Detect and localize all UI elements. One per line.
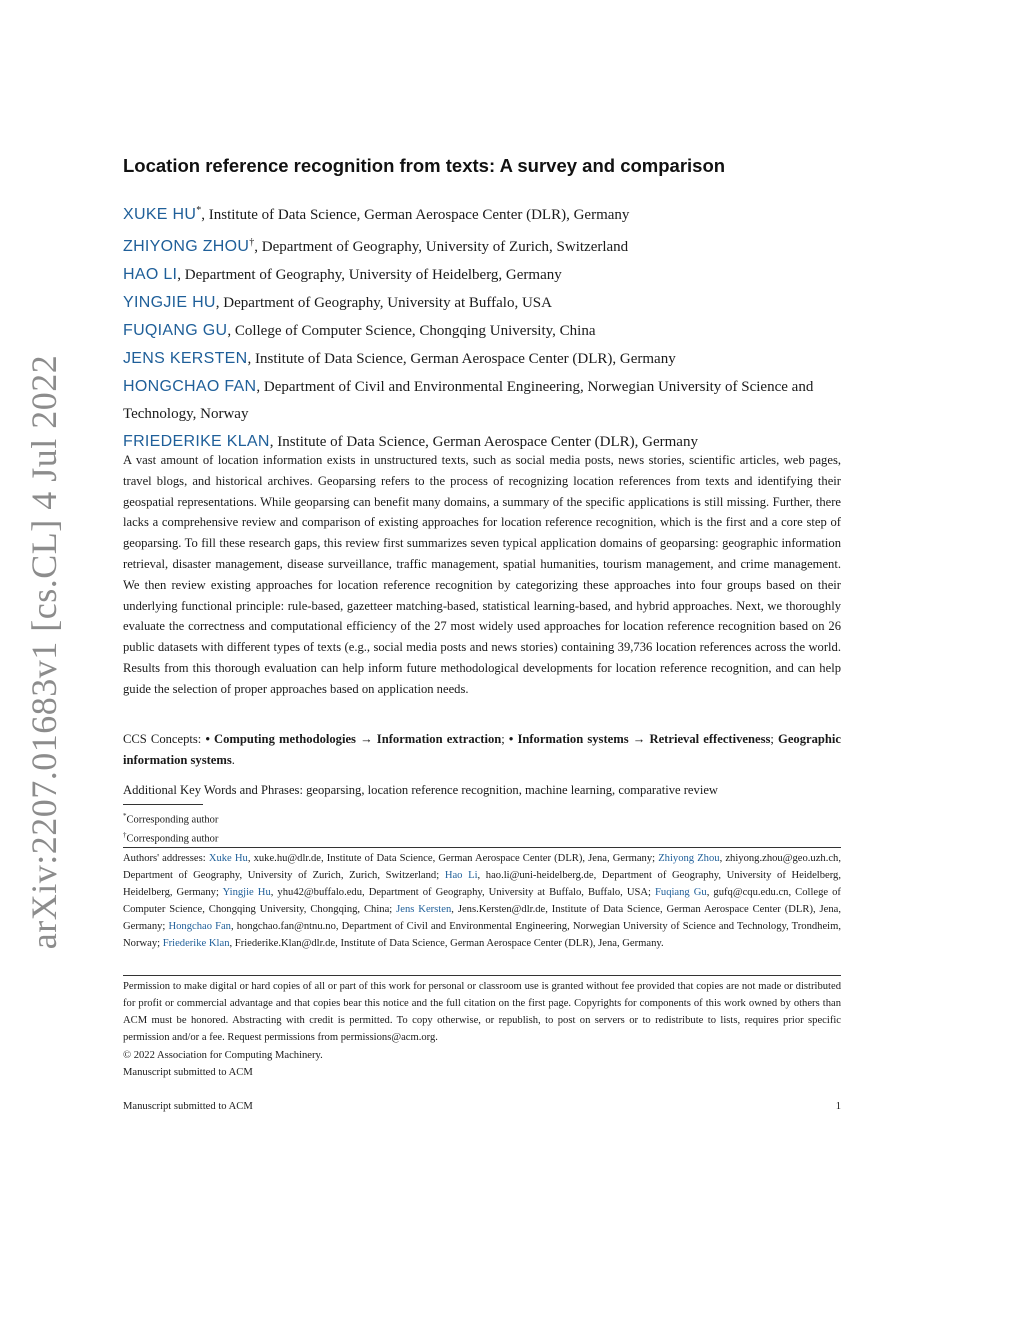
author-name[interactable]: XUKE HU [123,206,197,223]
address-text: Authors' addresses: [123,853,209,864]
author-affiliation: , Department of Geography, University at Buffalo, USA [215,295,552,311]
author-link[interactable]: Friederike Klan [162,937,230,949]
author-affiliation: , College of Computer Science, Chongqing University, China [227,323,596,339]
footer-venue: Manuscript submitted to ACM [123,1101,253,1112]
page-number: 1 [835,1101,841,1112]
author-link[interactable]: Zhiyong Zhou [658,853,720,864]
author-affiliation: , Institute of Data Science, German Aerospace Center (DLR), Germany [247,351,676,367]
author-name[interactable]: ZHIYONG ZHOU [123,238,250,255]
footnote-mark: † [123,830,127,839]
author-affiliation: , Department of Geography, University of Zurich, Switzerland [254,239,629,255]
author-link[interactable]: Hao Li [444,869,478,881]
author-name[interactable]: YINGJIE HU [123,294,216,311]
copyright-notice: © 2022 Association for Computing Machinery. [123,1050,323,1061]
author-name[interactable]: FUQIANG GU [123,322,228,339]
author-affiliation: , Department of Civil and Environmental Engineering, Norwegian University of Science and Technology, Norway [123,379,814,422]
footnote [123,809,218,828]
address-text: , gufq@cqu.edu.cn, College of Computer Science, Chongqing University, Chongqing, China; [123,886,841,915]
author-affiliation: , Institute of Data Science, German Aerospace Center (DLR), Germany [269,434,698,450]
footnote-mark: * [123,812,127,820]
ccs-item: • Information systems → Retrieval effectiveness [508,732,771,746]
author-entry [123,345,841,373]
author-list [123,197,841,456]
author-entry [123,261,841,289]
author-name[interactable]: JENS KERSTEN [123,350,248,367]
author-entry [123,197,841,229]
arxiv-stamp [16,354,72,950]
author-link[interactable]: Xuke Hu [208,853,248,864]
author-link[interactable]: Yingjie Hu [222,886,271,898]
address-text: , hao.li@uni-heidelberg.de, Department of Geography, University of Heidelberg, Heidelberg, Germany; [123,869,841,898]
footnote-text: Corresponding author [126,833,219,844]
ccs-separator: ; [501,732,509,746]
authors-addresses [123,851,841,952]
address-text: , zhiyong.zhou@geo.uzh.ch, Department of Geography, University of Zurich, Zurich, Switzerland; [123,853,841,881]
author-entry [123,289,841,317]
author-name[interactable]: HAO LI [123,266,178,283]
author-link[interactable]: Jens Kersten [396,903,452,915]
author-name[interactable]: FRIEDERIKE KLAN [123,433,270,450]
footnote-divider [123,804,203,805]
address-text: , hongchao.fan@ntnu.no, Department of Civil and Environmental Engineering, Norwegian University of Science and Technology, Trondheim, Norway; [123,920,841,949]
author-link[interactable]: Hongchao Fan [168,920,231,932]
ccs-concepts [123,729,841,770]
manuscript-note: Manuscript submitted to ACM [123,1067,253,1078]
arxiv-id: arXiv:2207.01683v1 [cs.CL] 4 Jul 2022 [24,354,65,950]
author-link[interactable]: Fuqiang Gu [655,886,707,898]
author-affiliation: , Institute of Data Science, German Aerospace Center (DLR), Germany [201,207,630,223]
footnotes [123,809,218,846]
footnote-text: Corresponding author [126,814,219,826]
author-mark: † [249,237,255,248]
address-text: , Friederike.Klan@dlr.de, Institute of Data Science, German Aerospace Center (DLR), Jena, Germany. [229,937,664,949]
ccs-end: . [231,752,235,767]
author-mark: * [196,205,202,216]
author-affiliation: , Department of Geography, University of Heidelberg, Germany [177,267,562,283]
paper-title: Location reference recognition from texts: A survey and comparison [123,155,726,176]
keywords: Additional Key Words and Phrases: geoparsing, location reference recognition, machine learning, comparative review [123,783,718,797]
author-entry [123,373,841,428]
abstract: A vast amount of location information exists in unstructured texts, such as social media posts, news stories, scientific articles, web pages, travel blogs, and historical archives. Geoparsing refers to the process of recognizing location references from texts and identifying their geospatial representations. While geoparsing can benefit many domains, a summary of the specific applications is still missing. Further, there lacks a comprehensive review and comparison of existing approaches for location reference recognition, which is the first and a core step of geoparsing. To fill these research gaps, this review first summarizes seven typical application domains of geoparsing: geographic information retrieval, disaster management, disease surveillance, traffic management, spatial humanities, tourism management, and crime management. We then review existing approaches for location reference recognition by categorizing these approaches into four groups based on their underlying functional principle: rule-based, gazetteer matching-based, statistical learning-based, and hybrid approaches. Next, we thoroughly evaluate the correctness and computational efficiency of the 27 most widely used approaches for location reference recognition based on 26 public datasets with different types of texts (e.g., social media posts and news stories) containing 39,736 location references across the world. Results from this thorough evaluation can help inform future methodological developments for location reference recognition, and can help guide the selection of proper approaches based on application needs. [123,453,841,696]
footnote [123,828,218,847]
ccs-separator: ; [770,732,779,746]
addresses-divider [123,847,841,848]
permission-notice: Permission to make digital or hard copies of all or part of this work for personal or classroom use is granted without fee provided that copies are not made or distributed for profit or commercial advantage and that copies bear this notice and the full citation on the first page. Copyrights for components of this work owned by others than ACM must be honored. Abstracting with credit is permitted. To copy otherwise, or republish, to post on servers or to redistribute to lists, requires prior specific permission and/or a fee. Request permissions from permissions@acm.org. [123,981,841,1043]
ccs-prefix: CCS Concepts: [123,732,206,746]
address-text: , yhu42@buffalo.edu, Department of Geography, University at Buffalo, Buffalo, USA; [270,886,655,898]
author-entry [123,317,841,345]
address-text: , Jens.Kersten@dlr.de, Institute of Data Science, German Aerospace Center (DLR), Jena, Germany; [123,903,842,932]
author-entry [123,229,841,261]
ccs-item: • Computing methodologies → Information extraction [205,732,502,746]
ccs-item: Geographic information systems [123,732,841,767]
author-name[interactable]: HONGCHAO FAN [123,378,257,395]
permission-divider [123,975,841,976]
address-text: , xuke.hu@dlr.de, Institute of Data Science, German Aerospace Center (DLR), Jena, Germany; [247,853,659,864]
